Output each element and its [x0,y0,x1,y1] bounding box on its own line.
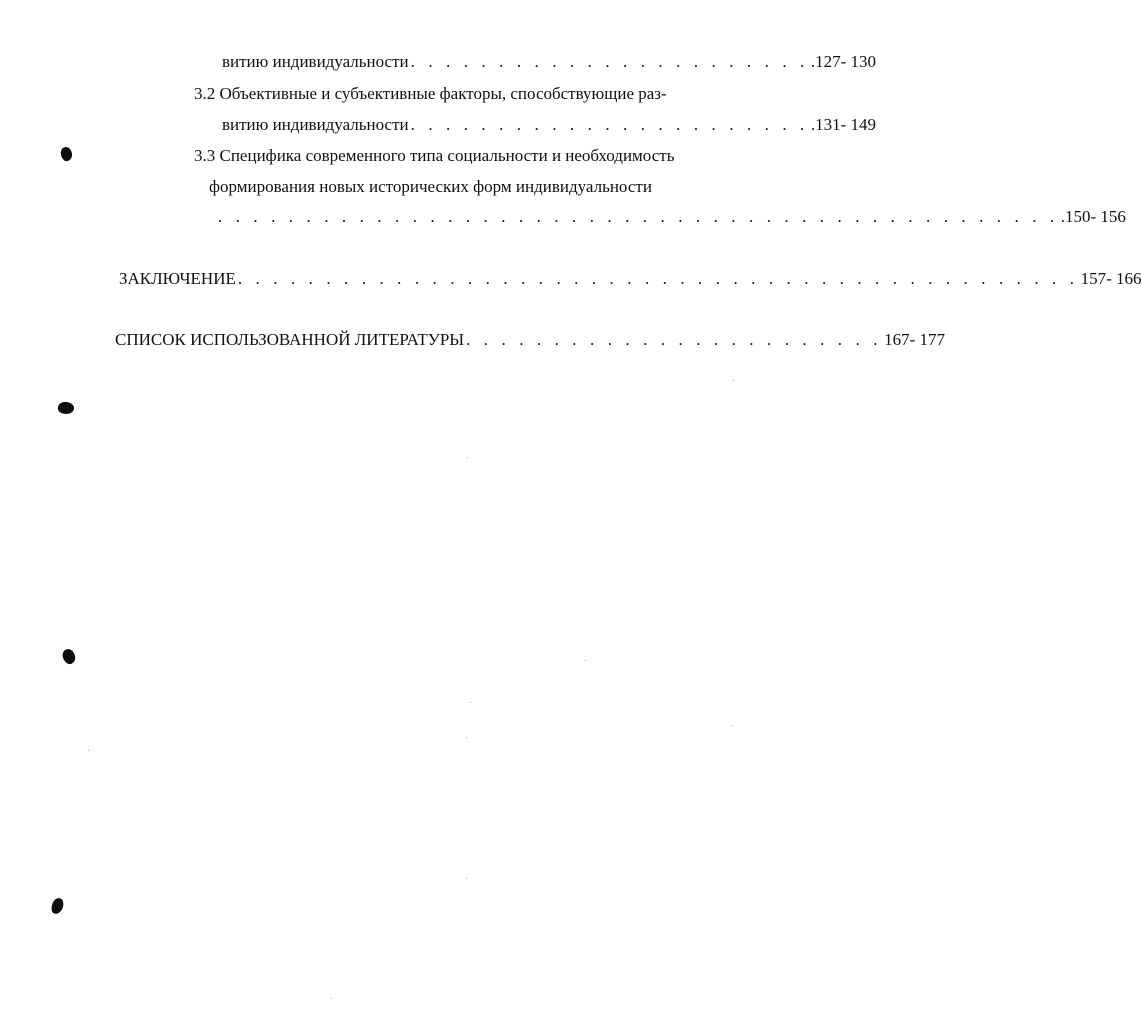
toc-entry-3-3-title-cont: формирования новых исторических форм индивидуальности [209,177,652,196]
toc-page-range: .127- 130 [810,52,877,71]
toc-entry-text: витию индивидуальности [222,52,409,71]
scan-speck [470,702,471,703]
toc-entry-bibliography [115,330,945,350]
toc-page-range: 157- 166 [1080,269,1142,288]
scan-speck [331,998,332,999]
toc-entry-text: ЗАКЛЮЧЕНИЕ [119,269,236,288]
toc-entry-3-2-title: 3.2 Объективные и субъективные факторы, способствующие раз- [194,84,667,103]
toc-entry-text: СПИСОК ИСПОЛЬЗОВАННОЙ ЛИТЕРАТУРЫ [115,330,465,349]
toc-dot-leader: . . . . . . . . . . . . . . . . . . . . . . . . . . . . . . . . . . . . . . . . . . . . . . . . [237,269,1079,288]
toc-page-range: 167- 177 [884,330,945,349]
toc-entry-3-1-continuation [222,52,877,72]
scan-speck [467,457,468,458]
toc-dot-leader: . . . . . . . . . . . . . . . . . . . . . . . [410,52,809,71]
binding-hole-mark-2 [57,401,75,416]
toc-page-range: .150- 156 [1060,207,1126,226]
toc-entry-text: витию индивидуальности [222,115,409,134]
toc-dot-leader: . . . . . . . . . . . . . . . . . . . . . . . . . . . . . . . . . . . . . . . . . . . . . . . . [218,207,1059,226]
toc-entry-3-3-title: 3.3 Специфика современного типа социальности и необходимость [194,146,675,165]
scan-speck [88,750,89,751]
toc-entry-3-3 [218,207,1126,227]
scan-speck [733,380,734,381]
binding-hole-mark-1 [59,146,74,163]
toc-page-range: .131- 149 [810,115,877,134]
toc-entry-3-2 [222,115,877,135]
toc-entry-conclusion [119,269,1142,289]
scan-speck [466,737,467,738]
toc-dot-leader: . . . . . . . . . . . . . . . . . . . . . . . [410,115,809,134]
scan-speck [466,878,467,879]
binding-hole-mark-4 [50,897,65,915]
scan-speck [731,725,732,726]
toc-dot-leader: . . . . . . . . . . . . . . . . . . . . . . . . [466,330,883,349]
scan-speck [585,660,586,661]
binding-hole-mark-3 [60,647,78,666]
